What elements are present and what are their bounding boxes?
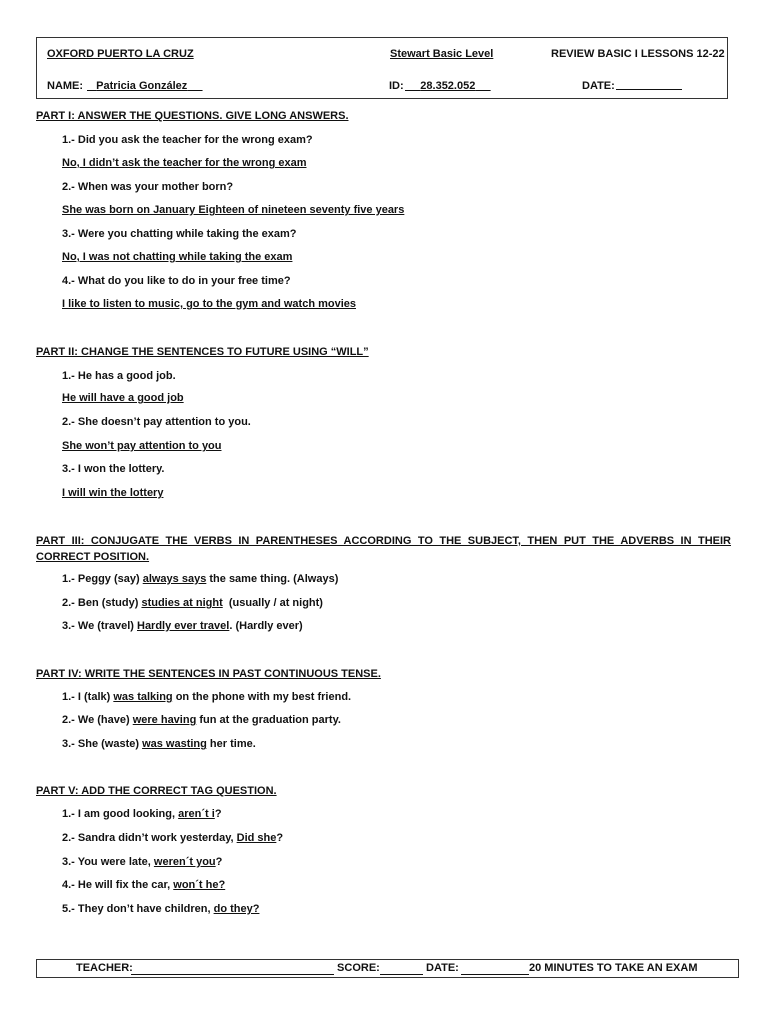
footer-box [36,959,739,978]
part5-item-3: 3.- You were late, weren´t you? [62,856,223,868]
id-value: 28.352.052 [420,80,476,92]
part5-item-5: 5.- They don’t have children, do they? [62,903,260,915]
part2-answer-2: She won’t pay attention to you [62,440,222,452]
part2-question-3: 3.- I won the lottery. [62,463,165,475]
name-field [87,80,203,92]
part4-answer-2: were having [132,714,197,726]
part3-answer-1: always says [142,573,207,585]
part4-item-1: 1.- I (talk) was talking on the phone with my best friend. [62,691,352,703]
part4-answer-3: was wasting [142,738,207,750]
part1-question-3: 3.- Were you chatting while taking the exam? [62,228,297,240]
part1-question-4: 4.- What do you like to do in your free time? [62,275,291,287]
score-blank[interactable] [380,962,423,975]
part1-answer-3: No, I was not chatting while taking the exam [62,251,293,263]
part3-answer-3: Hardly ever travel [137,620,230,632]
date-label: DATE: [582,80,615,92]
part1-answer-4: I like to listen to music, go to the gym and watch movies [62,298,356,310]
part2-question-2: 2.- She doesn’t pay attention to you. [62,416,251,428]
part5-answer-2: Did she [236,832,277,844]
part3-answer-2: studies at night [141,597,223,609]
id-field [405,80,491,92]
part1-question-1: 1.- Did you ask the teacher for the wrong exam? [62,134,313,146]
part5-answer-4: won´t he? [173,879,226,891]
score-label: SCORE: [334,962,383,974]
name-value: Patricia González [96,80,188,92]
teacher-blank[interactable] [131,962,334,975]
part1-title: PART I: ANSWER THE QUESTIONS. GIVE LONG ANSWERS. [36,110,349,122]
part5-title: PART V: ADD THE CORRECT TAG QUESTION. [36,785,277,797]
part5-item-4: 4.- He will fix the car, won´t he? [62,879,226,891]
header-box [36,37,728,99]
teacher-label: TEACHER: [76,962,133,974]
part5-answer-5: do they? [213,903,260,915]
footer-date-blank[interactable] [461,962,529,975]
name-label: NAME: [47,80,84,92]
id-label: ID: [389,80,404,92]
part1-question-2: 2.- When was your mother born? [62,181,234,193]
part2-title: PART II: CHANGE THE SENTENCES TO FUTURE USING “WILL” [36,346,369,358]
part2-answer-3: I will win the lottery [62,487,164,499]
part2-question-1: 1.- He has a good job. [62,370,176,382]
part5-answer-3: weren´t you [153,856,216,868]
time-note: 20 MINUTES TO TAKE AN EXAM [529,962,698,974]
part3-item-1: 1.- Peggy (say) always says the same thing. (Always) [62,573,339,585]
course-level: Stewart Basic Level [390,48,494,60]
part4-item-3: 3.- She (waste) was wasting her time. [62,738,256,750]
part4-item-2: 2.- We (have) were having fun at the graduation party. [62,714,341,726]
date-blank[interactable] [616,89,682,90]
part4-answer-1: was talking [113,691,173,703]
part2-answer-1: He will have a good job [62,392,184,404]
part1-answer-1: No, I didn’t ask the teacher for the wrong exam [62,157,307,169]
footer-date-label: DATE: [423,962,462,974]
part3-title: PART III: CONJUGATE THE VERBS IN PARENTHESES ACCORDING TO THE SUBJECT, THEN PUT THE ADVERBS IN THEIR CORRECT POSITION. [36,535,731,563]
part5-item-2: 2.- Sandra didn’t work yesterday, Did she? [62,832,284,844]
part4-title: PART IV: WRITE THE SENTENCES IN PAST CONTINUOUS TENSE. [36,668,381,680]
part1-answer-2: She was born on January Eighteen of nineteen seventy five years [62,204,405,216]
school-name: OXFORD PUERTO LA CRUZ [47,48,194,60]
review-title: REVIEW BASIC I LESSONS 12-22 [551,48,725,60]
part3-item-3: 3.- We (travel) Hardly ever travel. (Hardly ever) [62,620,303,632]
part3-item-2: 2.- Ben (study) studies at night (usually / at night) [62,597,323,609]
part5-answer-1: aren´t i [178,808,215,820]
part5-item-1: 1.- I am good looking, aren´t i? [62,808,222,820]
